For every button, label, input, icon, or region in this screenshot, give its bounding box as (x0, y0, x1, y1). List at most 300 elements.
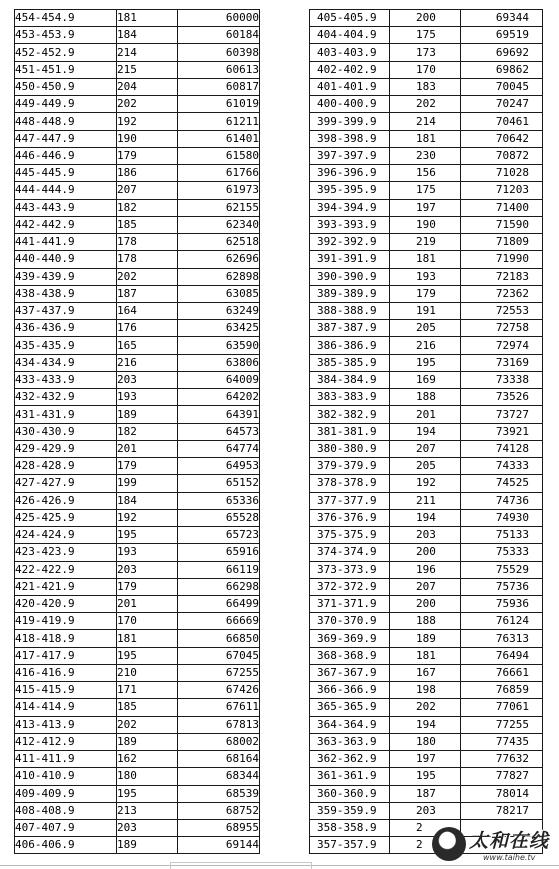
count-cell: 171 (117, 682, 178, 699)
table-row (15, 630, 260, 647)
table-row (310, 216, 543, 233)
count-cell: 190 (117, 130, 178, 147)
cumulative-cell: 67813 (178, 716, 260, 733)
score-range-cell: 374-374.9 (310, 544, 390, 561)
score-range-cell: 410-410.9 (15, 768, 117, 785)
cumulative-cell: 68752 (178, 802, 260, 819)
score-range-cell: 382-382.9 (310, 406, 390, 423)
table-row (310, 733, 543, 750)
cumulative-cell: 65916 (178, 544, 260, 561)
cumulative-cell: 72974 (461, 337, 543, 354)
score-range-cell: 399-399.9 (310, 113, 390, 130)
cumulative-cell: 65152 (178, 475, 260, 492)
cumulative-cell: 77061 (461, 699, 543, 716)
score-range-cell: 371-371.9 (310, 595, 390, 612)
score-range-cell: 365-365.9 (310, 699, 390, 716)
table-body-right (310, 10, 543, 854)
score-range-cell: 446-446.9 (15, 147, 117, 164)
table-row (15, 285, 260, 302)
cumulative-cell: 74333 (461, 458, 543, 475)
cumulative-cell: 65723 (178, 527, 260, 544)
count-cell: 193 (117, 544, 178, 561)
cumulative-cell: 76859 (461, 682, 543, 699)
cumulative-cell: 65528 (178, 509, 260, 526)
score-range-cell: 416-416.9 (15, 664, 117, 681)
table-row (310, 682, 543, 699)
score-range-cell: 437-437.9 (15, 302, 117, 319)
cumulative-cell: 70642 (461, 130, 543, 147)
score-range-cell: 372-372.9 (310, 578, 390, 595)
score-range-cell: 364-364.9 (310, 716, 390, 733)
count-cell: 200 (390, 544, 461, 561)
score-range-cell: 432-432.9 (15, 389, 117, 406)
cumulative-cell: 67255 (178, 664, 260, 681)
count-cell: 194 (390, 423, 461, 440)
cumulative-cell: 61019 (178, 96, 260, 113)
score-range-cell: 430-430.9 (15, 423, 117, 440)
score-range-cell: 384-384.9 (310, 371, 390, 388)
count-cell: 201 (390, 406, 461, 423)
cumulative-cell: 78014 (461, 785, 543, 802)
count-cell: 170 (117, 613, 178, 630)
score-table-left (14, 9, 260, 854)
count-cell: 176 (117, 320, 178, 337)
count-cell: 195 (117, 647, 178, 664)
cumulative-cell: 75133 (461, 527, 543, 544)
count-cell: 184 (117, 492, 178, 509)
table-row (15, 423, 260, 440)
count-cell: 200 (390, 10, 461, 27)
cumulative-cell: 77827 (461, 768, 543, 785)
table-row (310, 27, 543, 44)
table-row (15, 647, 260, 664)
count-cell: 189 (117, 837, 178, 854)
score-range-cell: 443-443.9 (15, 199, 117, 216)
count-cell: 180 (390, 733, 461, 750)
cumulative-cell: 69344 (461, 10, 543, 27)
score-range-cell: 421-421.9 (15, 578, 117, 595)
count-cell: 197 (390, 199, 461, 216)
cumulative-cell: 76661 (461, 664, 543, 681)
score-range-cell: 373-373.9 (310, 561, 390, 578)
score-range-cell: 405-405.9 (310, 10, 390, 27)
cumulative-cell: 72758 (461, 320, 543, 337)
count-cell: 181 (390, 130, 461, 147)
cumulative-cell: 71590 (461, 216, 543, 233)
count-cell: 181 (117, 10, 178, 27)
table-row (15, 61, 260, 78)
cumulative-cell: 62898 (178, 268, 260, 285)
count-cell: 216 (117, 354, 178, 371)
table-row (310, 61, 543, 78)
count-cell: 165 (117, 337, 178, 354)
count-cell: 200 (390, 595, 461, 612)
count-cell: 211 (390, 492, 461, 509)
cumulative-cell: 67426 (178, 682, 260, 699)
table-row (310, 527, 543, 544)
table-row (15, 113, 260, 130)
score-range-cell: 425-425.9 (15, 509, 117, 526)
score-range-cell: 426-426.9 (15, 492, 117, 509)
score-range-cell: 434-434.9 (15, 354, 117, 371)
count-cell: 203 (390, 527, 461, 544)
cumulative-cell: 71203 (461, 182, 543, 199)
count-cell: 194 (390, 716, 461, 733)
cumulative-cell: 75529 (461, 561, 543, 578)
count-cell: 202 (117, 716, 178, 733)
table-row (15, 613, 260, 630)
table-row (15, 147, 260, 164)
score-range-cell: 400-400.9 (310, 96, 390, 113)
count-cell: 194 (390, 509, 461, 526)
cumulative-cell: 61973 (178, 182, 260, 199)
table-row (15, 27, 260, 44)
table-row (15, 751, 260, 768)
count-cell: 201 (117, 440, 178, 457)
table-row (310, 595, 543, 612)
cumulative-cell: 76313 (461, 630, 543, 647)
count-cell: 164 (117, 302, 178, 319)
cumulative-cell: 60613 (178, 61, 260, 78)
table-row (310, 578, 543, 595)
cumulative-cell: 61401 (178, 130, 260, 147)
cumulative-cell: 68539 (178, 785, 260, 802)
score-range-cell: 412-412.9 (15, 733, 117, 750)
table-row (310, 10, 543, 27)
cumulative-cell: 70247 (461, 96, 543, 113)
table-row (310, 785, 543, 802)
count-cell: 203 (117, 820, 178, 837)
score-range-cell: 369-369.9 (310, 630, 390, 647)
table-row (310, 406, 543, 423)
table-row (310, 389, 543, 406)
count-cell: 202 (390, 96, 461, 113)
cumulative-cell: 67611 (178, 699, 260, 716)
table-row (310, 475, 543, 492)
score-range-cell: 420-420.9 (15, 595, 117, 612)
score-range-cell: 390-390.9 (310, 268, 390, 285)
cumulative-cell: 75936 (461, 595, 543, 612)
table-row (15, 199, 260, 216)
table-row (15, 578, 260, 595)
table-row (15, 682, 260, 699)
cumulative-cell: 61766 (178, 165, 260, 182)
cumulative-cell: 69862 (461, 61, 543, 78)
cumulative-cell: 64202 (178, 389, 260, 406)
table-row (15, 165, 260, 182)
score-range-cell: 438-438.9 (15, 285, 117, 302)
table-row (15, 440, 260, 457)
count-cell: 207 (390, 578, 461, 595)
table-row (15, 492, 260, 509)
table-row (15, 837, 260, 854)
score-range-cell: 381-381.9 (310, 423, 390, 440)
score-range-cell: 439-439.9 (15, 268, 117, 285)
site-watermark (432, 824, 554, 864)
table-row (310, 716, 543, 733)
cumulative-cell: 60000 (178, 10, 260, 27)
count-cell: 202 (117, 268, 178, 285)
table-row (15, 699, 260, 716)
score-range-cell: 383-383.9 (310, 389, 390, 406)
score-range-cell: 435-435.9 (15, 337, 117, 354)
score-range-cell: 367-367.9 (310, 664, 390, 681)
count-cell: 183 (390, 78, 461, 95)
cumulative-cell: 61211 (178, 113, 260, 130)
cumulative-cell: 66499 (178, 595, 260, 612)
cumulative-cell: 62518 (178, 234, 260, 251)
count-cell: 179 (390, 285, 461, 302)
score-range-cell: 402-402.9 (310, 61, 390, 78)
score-range-cell: 444-444.9 (15, 182, 117, 199)
count-cell: 186 (117, 165, 178, 182)
score-range-cell: 391-391.9 (310, 251, 390, 268)
cumulative-cell: 66669 (178, 613, 260, 630)
table-row (310, 371, 543, 388)
score-range-cell: 360-360.9 (310, 785, 390, 802)
count-cell: 178 (117, 251, 178, 268)
score-range-cell: 452-452.9 (15, 44, 117, 61)
table-row (310, 337, 543, 354)
count-cell: 181 (390, 251, 461, 268)
count-cell: 187 (390, 785, 461, 802)
cumulative-cell: 77255 (461, 716, 543, 733)
score-range-cell: 415-415.9 (15, 682, 117, 699)
cumulative-cell: 63590 (178, 337, 260, 354)
cumulative-cell: 64953 (178, 458, 260, 475)
score-range-cell: 429-429.9 (15, 440, 117, 457)
table-row (310, 165, 543, 182)
count-cell: 214 (390, 113, 461, 130)
cumulative-cell: 68955 (178, 820, 260, 837)
count-cell: 2 (390, 820, 461, 837)
cumulative-cell: 68344 (178, 768, 260, 785)
score-range-cell: 403-403.9 (310, 44, 390, 61)
score-range-cell: 375-375.9 (310, 527, 390, 544)
cumulative-cell: 64009 (178, 371, 260, 388)
table-row (310, 96, 543, 113)
score-range-cell: 359-359.9 (310, 802, 390, 819)
score-range-cell: 389-389.9 (310, 285, 390, 302)
table-row (310, 492, 543, 509)
score-range-cell: 361-361.9 (310, 768, 390, 785)
count-cell: 167 (390, 664, 461, 681)
score-range-cell: 427-427.9 (15, 475, 117, 492)
cumulative-cell: 76124 (461, 613, 543, 630)
score-range-cell: 385-385.9 (310, 354, 390, 371)
score-range-cell: 445-445.9 (15, 165, 117, 182)
count-cell: 195 (390, 354, 461, 371)
cumulative-cell: 74736 (461, 492, 543, 509)
count-cell: 216 (390, 337, 461, 354)
table-row (15, 96, 260, 113)
table-row (310, 440, 543, 457)
table-row (15, 406, 260, 423)
score-range-cell: 409-409.9 (15, 785, 117, 802)
table-row (310, 544, 543, 561)
score-range-cell: 436-436.9 (15, 320, 117, 337)
table-row (310, 130, 543, 147)
cumulative-cell: 72362 (461, 285, 543, 302)
table-row (15, 544, 260, 561)
cumulative-cell: 62340 (178, 216, 260, 233)
count-cell: 207 (117, 182, 178, 199)
count-cell: 207 (390, 440, 461, 457)
table-row (15, 733, 260, 750)
cumulative-cell: 63806 (178, 354, 260, 371)
table-row (310, 751, 543, 768)
table-row (310, 268, 543, 285)
table-row (15, 389, 260, 406)
score-range-cell: 441-441.9 (15, 234, 117, 251)
count-cell: 193 (117, 389, 178, 406)
score-range-cell: 379-379.9 (310, 458, 390, 475)
count-cell: 189 (117, 406, 178, 423)
table-row (310, 630, 543, 647)
cumulative-cell: 62696 (178, 251, 260, 268)
count-cell: 2 (390, 837, 461, 854)
score-range-cell: 447-447.9 (15, 130, 117, 147)
count-cell: 182 (117, 199, 178, 216)
count-cell: 189 (117, 733, 178, 750)
table-row (15, 475, 260, 492)
score-range-cell: 417-417.9 (15, 647, 117, 664)
score-range-cell: 401-401.9 (310, 78, 390, 95)
score-range-cell: 368-368.9 (310, 647, 390, 664)
score-range-cell: 431-431.9 (15, 406, 117, 423)
table-row (310, 423, 543, 440)
count-cell: 193 (390, 268, 461, 285)
table-row (310, 234, 543, 251)
count-cell: 180 (117, 768, 178, 785)
count-cell: 192 (117, 509, 178, 526)
cumulative-cell: 68002 (178, 733, 260, 750)
count-cell: 214 (117, 44, 178, 61)
count-cell: 213 (117, 802, 178, 819)
count-cell: 195 (117, 527, 178, 544)
cumulative-cell: 60398 (178, 44, 260, 61)
count-cell: 190 (390, 216, 461, 233)
cumulative-cell: 71028 (461, 165, 543, 182)
cumulative-cell: 66298 (178, 578, 260, 595)
count-cell: 204 (117, 78, 178, 95)
score-range-cell: 363-363.9 (310, 733, 390, 750)
score-range-cell: 357-357.9 (310, 837, 390, 854)
score-range-cell: 449-449.9 (15, 96, 117, 113)
table-row (15, 302, 260, 319)
cumulative-cell: 69692 (461, 44, 543, 61)
cumulative-cell: 68164 (178, 751, 260, 768)
table-row (15, 234, 260, 251)
table-row (310, 182, 543, 199)
table-row (15, 595, 260, 612)
table-row (310, 509, 543, 526)
score-range-cell: 411-411.9 (15, 751, 117, 768)
score-range-cell: 428-428.9 (15, 458, 117, 475)
table-row (310, 664, 543, 681)
score-range-cell: 397-397.9 (310, 147, 390, 164)
table-row (310, 613, 543, 630)
table-row (15, 509, 260, 526)
score-range-cell: 376-376.9 (310, 509, 390, 526)
cumulative-cell: 77435 (461, 733, 543, 750)
cumulative-cell: 74128 (461, 440, 543, 457)
cumulative-cell: 70045 (461, 78, 543, 95)
count-cell: 197 (390, 751, 461, 768)
table-row (310, 302, 543, 319)
cumulative-cell: 74930 (461, 509, 543, 526)
score-range-cell: 388-388.9 (310, 302, 390, 319)
cumulative-cell: 69519 (461, 27, 543, 44)
score-range-cell: 408-408.9 (15, 802, 117, 819)
cumulative-cell: 67045 (178, 647, 260, 664)
count-cell: 184 (117, 27, 178, 44)
cumulative-cell: 71400 (461, 199, 543, 216)
count-cell: 192 (117, 113, 178, 130)
count-cell: 175 (390, 27, 461, 44)
count-cell: 170 (390, 61, 461, 78)
table-row (15, 130, 260, 147)
score-range-cell: 362-362.9 (310, 751, 390, 768)
table-row (15, 785, 260, 802)
score-range-cell: 406-406.9 (15, 837, 117, 854)
sheet-tab-outline (170, 862, 312, 869)
count-cell: 181 (117, 630, 178, 647)
score-range-cell: 394-394.9 (310, 199, 390, 216)
cumulative-cell: 73526 (461, 389, 543, 406)
score-range-cell: 424-424.9 (15, 527, 117, 544)
table-row (15, 10, 260, 27)
table-row (15, 78, 260, 95)
watermark-logo-icon (432, 827, 466, 861)
score-range-cell: 398-398.9 (310, 130, 390, 147)
count-cell: 189 (390, 630, 461, 647)
count-cell: 230 (390, 147, 461, 164)
count-cell: 188 (390, 613, 461, 630)
cumulative-cell: 74525 (461, 475, 543, 492)
count-cell: 169 (390, 371, 461, 388)
score-range-cell: 422-422.9 (15, 561, 117, 578)
score-range-cell: 407-407.9 (15, 820, 117, 837)
score-range-cell: 418-418.9 (15, 630, 117, 647)
table-row (15, 320, 260, 337)
cumulative-cell: 73921 (461, 423, 543, 440)
score-range-cell: 395-395.9 (310, 182, 390, 199)
cumulative-cell: 72183 (461, 268, 543, 285)
count-cell: 179 (117, 458, 178, 475)
table-row (15, 458, 260, 475)
table-body-left (15, 10, 260, 854)
score-range-cell: 413-413.9 (15, 716, 117, 733)
cumulative-cell: 71990 (461, 251, 543, 268)
count-cell: 173 (390, 44, 461, 61)
count-cell: 219 (390, 234, 461, 251)
cumulative-cell: 70461 (461, 113, 543, 130)
score-range-cell: 358-358.9 (310, 820, 390, 837)
score-range-cell: 377-377.9 (310, 492, 390, 509)
score-range-cell: 451-451.9 (15, 61, 117, 78)
table-row (15, 354, 260, 371)
count-cell: 203 (117, 561, 178, 578)
count-cell: 195 (117, 785, 178, 802)
count-cell: 196 (390, 561, 461, 578)
count-cell: 203 (390, 802, 461, 819)
cumulative-cell: 77632 (461, 751, 543, 768)
watermark-name: 太和在线 (469, 830, 550, 852)
score-range-cell: 450-450.9 (15, 78, 117, 95)
cumulative-cell: 64774 (178, 440, 260, 457)
score-range-cell: 440-440.9 (15, 251, 117, 268)
